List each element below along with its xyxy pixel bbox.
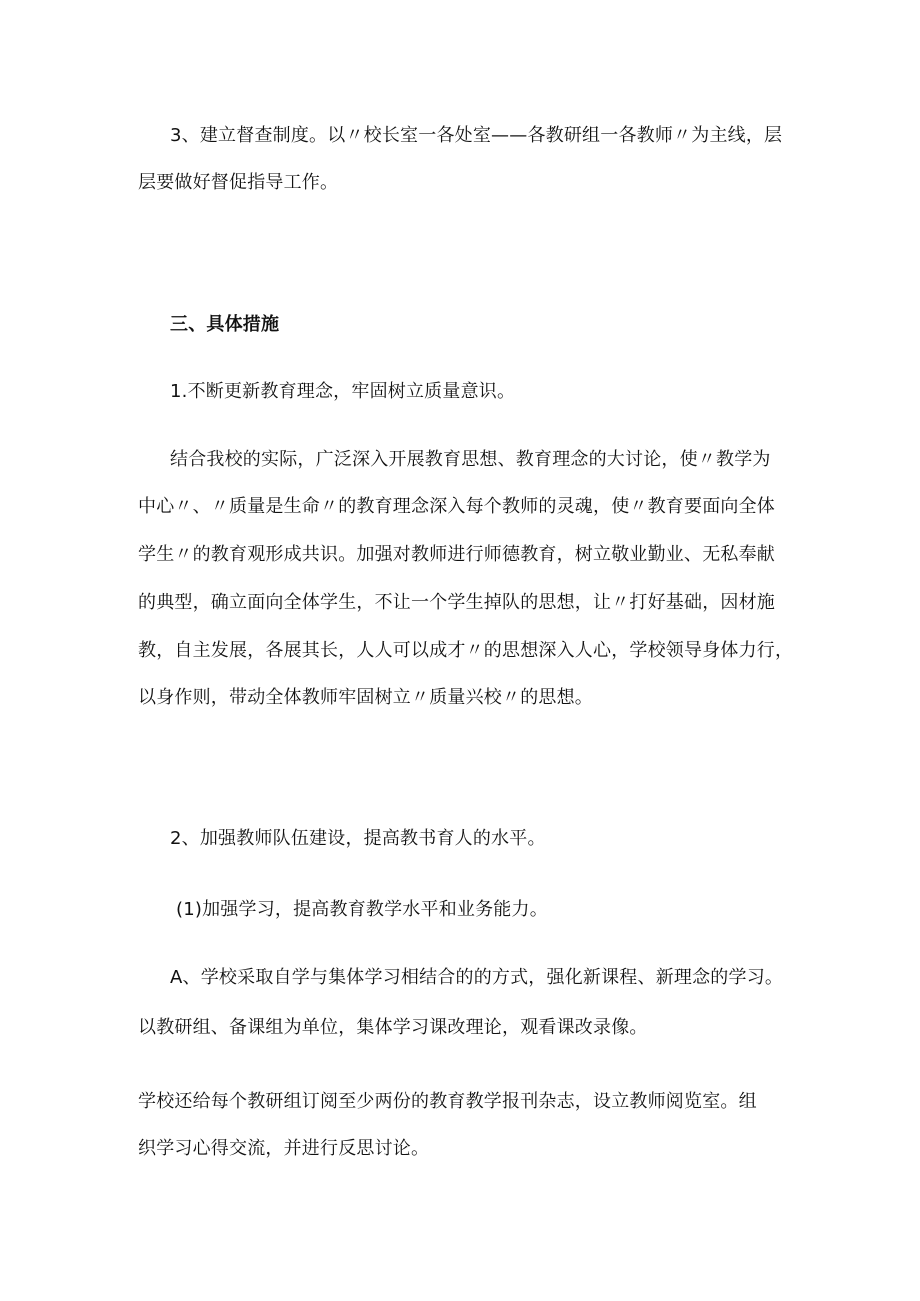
item1-para-line: 教，自主发展，各展其长，人人可以成才〃的思想深入人心，学校领导身体力行， — [138, 640, 794, 661]
item2-title: 2、加强教师队伍建设，提高教书育人的水平。 — [170, 828, 546, 849]
item2-paragraph-b-line: 学校还给每个教研组订阅至少两份的教育教学报刊杂志，设立教师阅览室。组 — [138, 1091, 757, 1112]
item1-para-line: 以身作则，带动全体教师牢固树立〃质量兴校〃的思想。 — [138, 687, 593, 708]
item2-paragraph-a-line: A、学校采取自学与集体学习相结合的的方式，强化新课程、新理念的学习。 — [170, 967, 784, 988]
intro-line-1: 3、建立督查制度。以〃校长室一各处室——各教研组一各教师〃为主线，层 — [170, 125, 783, 146]
item1-title: 1.不断更新教育理念，牢固树立质量意识。 — [170, 381, 516, 402]
item2-paragraph-b-line: 织学习心得交流，并进行反思讨论。 — [138, 1138, 430, 1159]
intro-line-2: 层要做好督促指导工作。 — [138, 172, 339, 193]
item1-para-line: 学生〃的教育观形成共识。加强对教师进行师德教育，树立敬业勤业、无私奉献 — [138, 544, 775, 565]
item1-para-line: 的典型，确立面向全体学生，不让一个学生掉队的思想，让〃打好基础，因材施 — [138, 592, 775, 613]
section-heading: 三、具体措施 — [170, 314, 280, 335]
item1-para-line: 中心〃、〃质量是生命〃的教育理念深入每个教师的灵魂，使〃教育要面向全体 — [138, 496, 775, 517]
item2-sub1: (1)加强学习，提高教育教学水平和业务能力。 — [176, 899, 548, 920]
item2-paragraph-a-line: 以教研组、备课组为单位，集体学习课改理论，观看课改录像。 — [138, 1017, 648, 1038]
item1-para-line: 结合我校的实际，广泛深入开展教育思想、教育理念的大讨论，使〃教学为 — [170, 449, 771, 470]
